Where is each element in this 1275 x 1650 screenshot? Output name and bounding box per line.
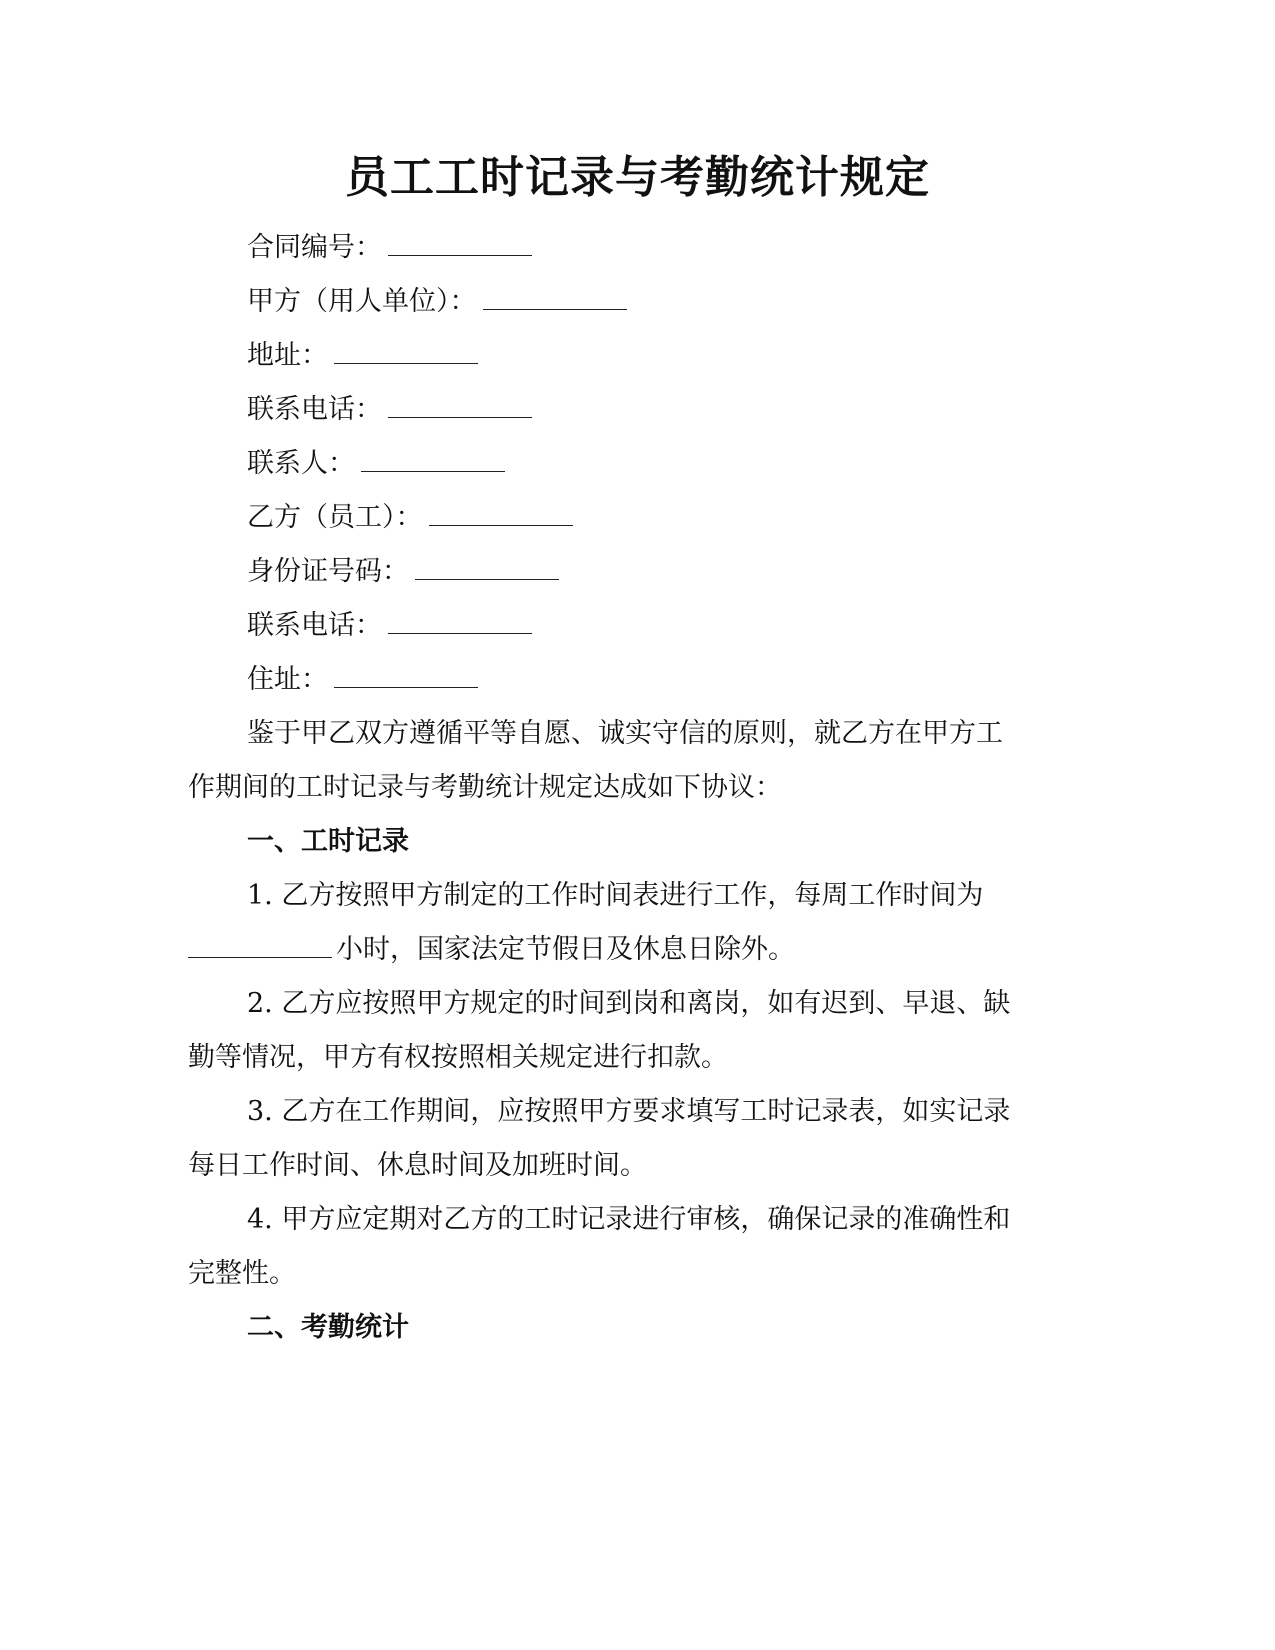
field-contract-number xyxy=(247,228,532,268)
fill-blank[interactable] xyxy=(361,445,505,472)
field-party-b xyxy=(247,498,573,538)
section-heading-attendance: 二、考勤统计 xyxy=(247,1312,409,1343)
field-phone-b xyxy=(247,606,532,646)
fill-blank[interactable] xyxy=(429,499,573,526)
field-contact-person xyxy=(247,444,505,484)
fill-blank[interactable] xyxy=(415,553,559,580)
preamble-line-1: 鉴于甲乙双方遵循平等自愿、诚实守信的原则，就乙方在甲方工 xyxy=(247,718,1003,749)
clause-1-line-1: 1. 乙方按照甲方制定的工作时间表进行工作，每周工作时间为 xyxy=(247,880,984,911)
clause-3-line-1: 3. 乙方在工作期间，应按照甲方要求填写工时记录表，如实记录 xyxy=(247,1096,1011,1127)
fill-blank[interactable] xyxy=(483,283,627,310)
fill-blank[interactable] xyxy=(334,337,478,364)
field-label: 住址： xyxy=(247,664,328,695)
document-title: 员工工时记录与考勤统计规定 xyxy=(345,152,930,203)
field-phone-a xyxy=(247,390,532,430)
field-address xyxy=(247,336,478,376)
fill-blank[interactable] xyxy=(388,607,532,634)
clause-1-line-2 xyxy=(188,930,795,970)
preamble-line-2: 作期间的工时记录与考勤统计规定达成如下协议： xyxy=(188,772,782,803)
fill-blank[interactable] xyxy=(388,229,532,256)
field-party-a xyxy=(247,282,627,322)
field-label: 合同编号： xyxy=(247,232,382,263)
field-label: 乙方（员工）： xyxy=(247,502,423,533)
field-id-number xyxy=(247,552,559,592)
field-label: 甲方（用人单位）： xyxy=(247,286,477,317)
clause-1-suffix: 小时，国家法定节假日及休息日除外。 xyxy=(336,934,795,965)
clause-4-line-2: 完整性。 xyxy=(188,1258,296,1289)
field-label: 身份证号码： xyxy=(247,556,409,587)
fill-blank[interactable] xyxy=(388,391,532,418)
field-label: 联系人： xyxy=(247,448,355,479)
clause-2-line-1: 2. 乙方应按照甲方规定的时间到岗和离岗，如有迟到、早退、缺 xyxy=(247,988,1011,1019)
clause-3-line-2: 每日工作时间、休息时间及加班时间。 xyxy=(188,1150,647,1181)
clause-4-line-1: 4. 甲方应定期对乙方的工时记录进行审核，确保记录的准确性和 xyxy=(247,1204,1011,1235)
field-label: 联系电话： xyxy=(247,610,382,641)
fill-blank[interactable] xyxy=(188,931,332,958)
clause-2-line-2: 勤等情况，甲方有权按照相关规定进行扣款。 xyxy=(188,1042,728,1073)
field-label: 地址： xyxy=(247,340,328,371)
fill-blank[interactable] xyxy=(334,661,478,688)
section-heading-work-hours: 一、工时记录 xyxy=(247,826,409,857)
field-residence xyxy=(247,660,478,700)
field-label: 联系电话： xyxy=(247,394,382,425)
